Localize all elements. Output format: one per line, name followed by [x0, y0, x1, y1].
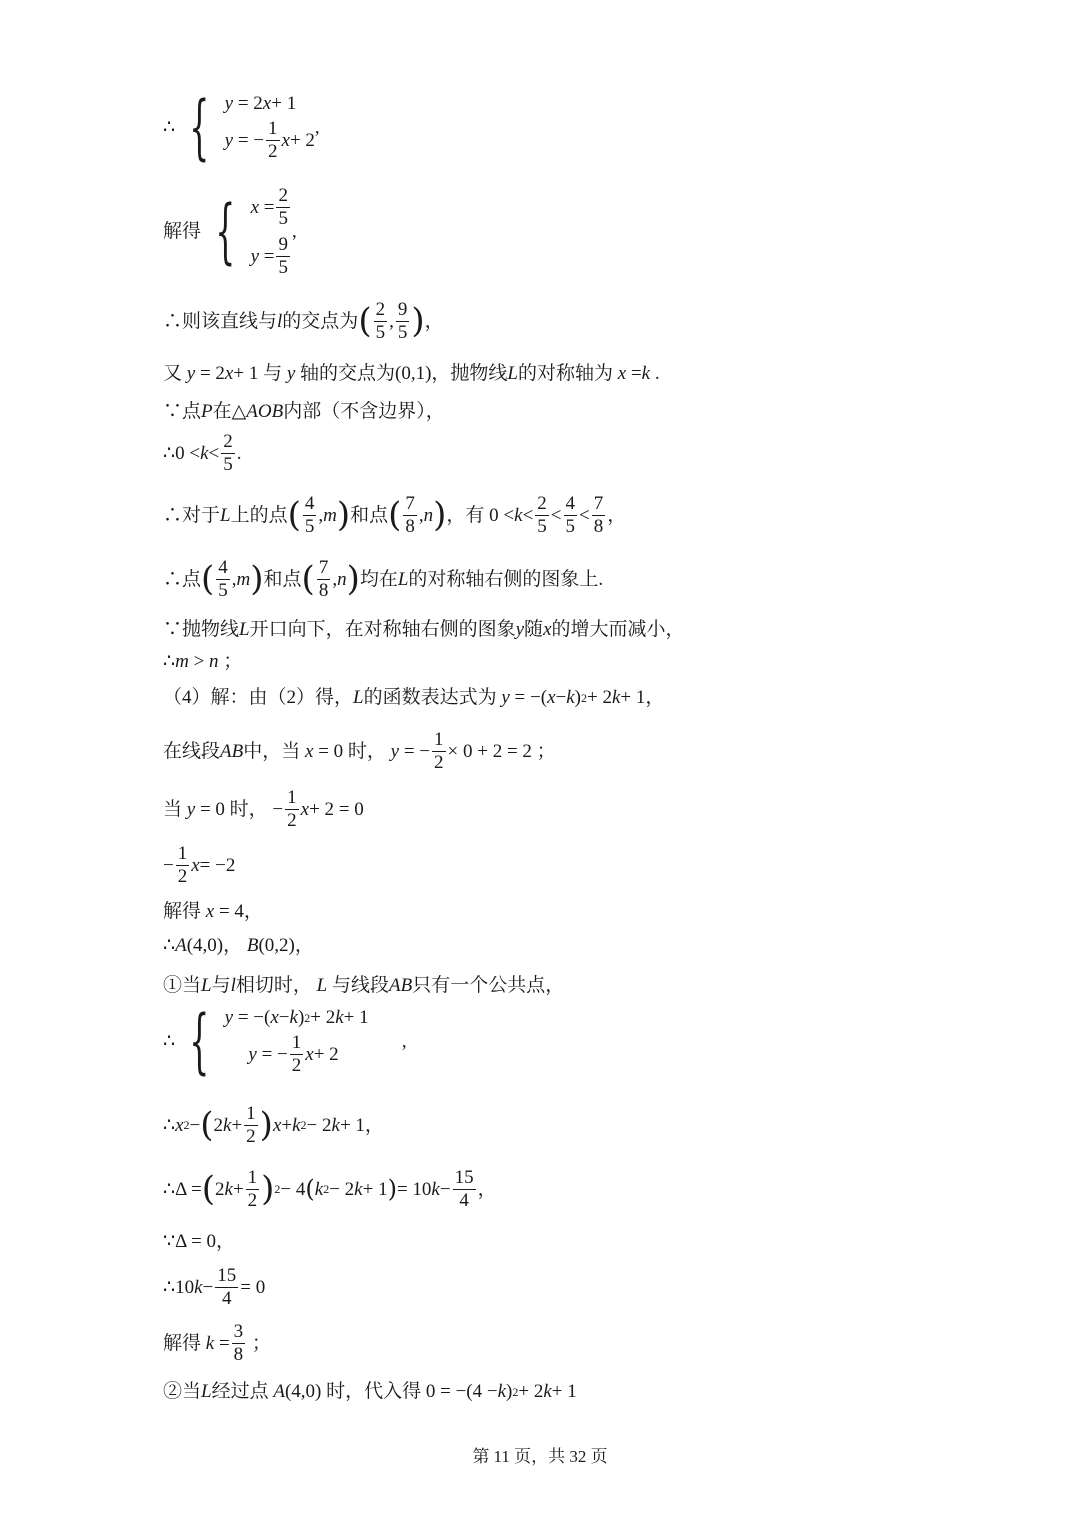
solve-step: − $\frac{1}{2}$ x = −2 [163, 843, 236, 887]
points-right-side: ∴点 ( $\frac{4}{5}$ , m ) 和点 ( $\frac{7}{8}$ , n ) 均在 L 的对称轴右侧的图象上. [163, 557, 604, 601]
case-1-tangent: ①当 L 与 l 相切时， L 与线段 AB 只有一个公共点， [163, 975, 565, 996]
linear-k-equation: ∴10 k − $\frac{15}{4}$ = 0 [163, 1265, 266, 1309]
page-footer: 第 11 页，共 32 页 [472, 1447, 608, 1466]
axis-intersection: 又 y = 2 x + 1 与 y 轴的交点为(0,1)，抛物线 L 的对称轴为 x = k . [163, 363, 660, 384]
quadratic-equation: ∴ x 2 − ( 2 k + $\frac{1}{2}$ ) x + k 2 − 2 k + 1， [163, 1103, 384, 1147]
segment-ab-x0: 在线段 AB 中，当 x = 0 时， y = − $\frac{1}{2}$ × 0 + 2 = 2 ； [163, 729, 556, 773]
parabola-decreasing: ∵抛物线 L 开口向下，在对称轴右侧的图象 y 随 x 的增大而减小， [163, 619, 685, 640]
case-2-through-a: ②当 L 经过点 A (4,0) 时，代入得 0 = −(4 − k ) 2 + 2 k + 1 [163, 1381, 577, 1402]
delta-zero: ∵Δ = 0， [163, 1231, 235, 1252]
equation-system-2: ∴ { y = −( x − k ) 2 + 2 k + 1 y = − $\frac{1}{2}$ x + 2 , [163, 1000, 407, 1083]
equation-system-1: ∴ { y = 2 x + 1 y = − $\frac{1}{2}$ x + 2 , [163, 86, 320, 169]
points-on-l: ∴对于 L 上的点 ( $\frac{4}{5}$ , m ) 和点 ( $\frac{7}{8}$ , n ) ，有 0 < k < $\frac{2}{5}$ < $\frac{4}{5}$ < $\frac{7}{8}$ ， [163, 493, 627, 537]
m-greater-n: ∴ m > n ； [163, 651, 243, 672]
segment-ab-y0: 当 y = 0 时， − $\frac{1}{2}$ x + 2 = 0 [163, 787, 364, 831]
k-range: ∴0 < k < $\frac{2}{5}$ . [163, 431, 242, 475]
x-equals-4: 解得 x = 4， [163, 901, 263, 922]
points-a-b: ∴ A (4,0)， B (0,2)， [163, 935, 314, 956]
solution-xy: 解得 { x = $\frac{2}{5}$ y = $\frac{9}{5}$ , [163, 185, 297, 278]
intersection-point: ∴则该直线与 l 的交点为 ( $\frac{2}{5}$ , $\frac{9}{5}$ ) ， [163, 299, 444, 343]
point-p-condition: ∵点 P 在△ AOB 内部（不含边界）， [163, 401, 445, 422]
k-equals-3-8: 解得 k = $\frac{3}{8}$ ； [163, 1321, 271, 1365]
discriminant: ∴Δ = ( 2 k + $\frac{1}{2}$ ) 2 − 4 ( k 2 − 2 k + 1 ) = 10 k − $\frac{15}{4}$ ， [163, 1167, 497, 1211]
part-4-expression: （4）解：由（2）得， L 的函数表达式为 y = −( x − k ) 2 + 2 k + 1， [163, 687, 665, 708]
